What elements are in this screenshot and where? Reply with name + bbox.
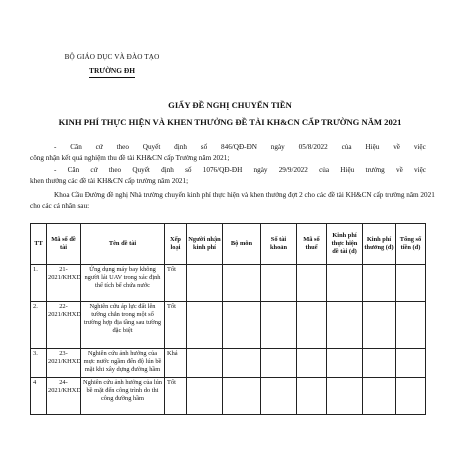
header-total: Tổng số tiền (đ) xyxy=(396,224,426,265)
paragraph-continuation: công nhận kết quả nghiệm thu đề tài KH&CN cấp Trường năm 2021; xyxy=(30,154,230,162)
school-name: TRƯỜNG ĐH xyxy=(89,65,135,78)
cell-code: 22-2021/KHXD xyxy=(47,302,81,349)
organization-header xyxy=(52,52,172,78)
cell-reward xyxy=(363,265,396,302)
cell-reward xyxy=(363,378,396,415)
cell-receiver xyxy=(187,378,223,415)
header-tt: TT xyxy=(31,224,47,265)
paragraph-word: cứ xyxy=(90,166,98,174)
cell-dept xyxy=(223,302,261,349)
cell-reward xyxy=(363,349,396,378)
cell-account xyxy=(261,265,297,302)
header-reward: Kinh phí thưởng (đ) xyxy=(363,224,396,265)
cell-tax xyxy=(297,302,327,349)
cell-fund xyxy=(327,265,363,302)
cell-fund xyxy=(327,378,363,415)
header-receiver: Người nhận kinh phí xyxy=(187,224,223,265)
table-header-row xyxy=(31,224,426,265)
paragraph-word: theo xyxy=(108,166,122,174)
paragraph-word: ngày xyxy=(270,143,285,151)
paragraph-word: của xyxy=(319,166,330,174)
cell-total xyxy=(396,349,426,378)
cell-dept xyxy=(223,378,261,415)
header-fund: Kinh phí thực hiện đề tài (đ) xyxy=(327,224,363,265)
paragraph-word: Quyết xyxy=(132,166,150,174)
cell-grade: Tốt xyxy=(165,302,187,349)
cell-fund xyxy=(327,349,363,378)
cell-name: Nghiên cứu ảnh hưởng của mực nước ngầm đến độ lún bề mặt khi xây dựng đường hầm xyxy=(81,349,165,378)
paragraph-word: của xyxy=(341,143,352,151)
paragraph-word: 1076/QĐ-ĐH xyxy=(202,166,243,174)
cell-code: 23-2021/KHXD xyxy=(47,349,81,378)
funding-table xyxy=(30,223,426,415)
paragraph-word: việc xyxy=(413,143,426,151)
cell-dept xyxy=(223,349,261,378)
header-code: Mã số đề tài xyxy=(47,224,81,265)
cell-total xyxy=(396,378,426,415)
paragraph-word: việc xyxy=(414,166,426,174)
cell-tt: 2. xyxy=(31,302,47,349)
paragraph-word: 05/8/2022 xyxy=(298,143,328,151)
cell-receiver xyxy=(187,349,223,378)
paragraph-word: 29/9/2022 xyxy=(278,166,308,174)
paragraph-word: Căn xyxy=(67,166,80,174)
cell-code: 21-2021/KHXD xyxy=(47,265,81,302)
cell-fund xyxy=(327,302,363,349)
cell-code: 24-2021/KHXD xyxy=(47,378,81,415)
paragraph-request xyxy=(30,190,435,212)
paragraph-word: theo xyxy=(116,143,129,151)
header-name: Tên đề tài xyxy=(81,224,165,265)
document-title: GIẤY ĐỀ NGHỊ CHUYỂN TIỀN xyxy=(168,100,292,110)
cell-account xyxy=(261,378,297,415)
cell-account xyxy=(261,302,297,349)
cell-name: Nghiên cứu áp lực đất lên tường chắn trong một số trường hợp địa tầng sau tường đặc biệt xyxy=(81,302,165,349)
cell-account xyxy=(261,349,297,378)
cell-reward xyxy=(363,302,396,349)
paragraph-decision-846 xyxy=(30,142,426,164)
cell-name: Nghiên cứu ảnh hưởng của lún bề mặt đến công trình do thi công đường hầm xyxy=(81,378,165,415)
cell-grade: Khá xyxy=(165,349,187,378)
header-dept: Bộ môn xyxy=(223,224,261,265)
ministry-name: BỘ GIÁO DỤC VÀ ĐÀO TẠO xyxy=(64,53,160,61)
paragraph-word: - xyxy=(54,166,57,174)
paragraph-word: số xyxy=(200,143,208,151)
paragraph-justified-line xyxy=(30,142,426,153)
paragraph-word: Hiệu xyxy=(365,143,380,151)
paragraph-word: ngày xyxy=(253,166,268,174)
table-row xyxy=(31,378,426,415)
paragraph-word: - xyxy=(54,143,57,151)
cell-dept xyxy=(223,265,261,302)
cell-receiver xyxy=(187,302,223,349)
table-row xyxy=(31,302,426,349)
paragraph-word: cứ xyxy=(95,143,103,151)
paragraph-word: định xyxy=(174,143,187,151)
cell-receiver xyxy=(187,265,223,302)
cell-tax xyxy=(297,349,327,378)
cell-tax xyxy=(297,378,327,415)
paragraph-word: 846/QĐ-ĐN xyxy=(221,143,257,151)
cell-total xyxy=(396,302,426,349)
cell-grade: Tốt xyxy=(165,265,187,302)
paragraph-word: trưởng xyxy=(365,166,385,174)
paragraph-word: Hiệu xyxy=(340,166,355,174)
paragraph-decision-1076 xyxy=(30,165,426,187)
paragraph-continuation: khen thưởng các đề tài KH&CN cấp trường năm 2021; xyxy=(30,177,189,185)
cell-tt: 1. xyxy=(31,265,47,302)
paragraph-justified-line xyxy=(30,165,426,176)
cell-grade: Tốt xyxy=(165,378,187,415)
cell-tax xyxy=(297,265,327,302)
paragraph-word: Quyết xyxy=(142,143,161,151)
cell-name: Ứng dụng máy bay không người lái UAV trong xác định thể tích bể chứa nước xyxy=(81,265,165,302)
cell-total xyxy=(396,265,426,302)
paragraph-word: về xyxy=(395,166,403,174)
paragraph-line: Khoa Cầu Đường đề nghị Nhà trường chuyển kinh phí thực hiện và khen thưởng đợt 2 cho các đề tài KH&CN cấp trường năm 2021 xyxy=(54,191,435,199)
header-grade: Xếp loại xyxy=(165,224,187,265)
header-account: Số tài khoản xyxy=(261,224,297,265)
paragraph-line: cho các cá nhân sau: xyxy=(30,202,90,210)
paragraph-word: Căn xyxy=(70,143,82,151)
cell-tt: 3. xyxy=(31,349,47,378)
header-tax: Mã số thuế xyxy=(297,224,327,265)
document-subtitle: KINH PHÍ THỰC HIỆN VÀ KHEN THƯỞNG ĐỀ TÀI KH&CN CẤP TRƯỜNG NĂM 2021 xyxy=(58,117,402,127)
paragraph-word: số xyxy=(185,166,192,174)
table-row xyxy=(31,349,426,378)
paragraph-word: định xyxy=(161,166,174,174)
cell-tt: 4 xyxy=(31,378,47,415)
table-row xyxy=(31,265,426,302)
paragraph-word: về xyxy=(393,143,400,151)
